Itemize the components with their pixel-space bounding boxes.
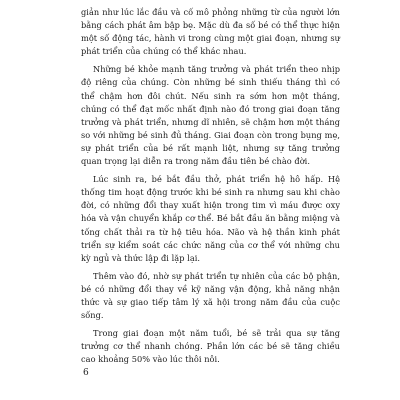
paragraph-1: giản như lúc lắc đầu và cố mô phỏng những từ của người lớn bằng cách phát âm bập bẹ. Mặc dù đa số bé có thể thực hiện một số động tác, hành vi trong cùng một giai đoạn, nhưng sự phát triển của chúng có thể khác nhau.	[81, 7, 340, 57]
paragraph-3: Lúc sinh ra, bé bắt đầu thở, phát triển hệ hô hấp. Hệ thống tim hoạt động trước khi bé sinh ra nhưng sau khi chào đời, có những đổi thay xuất hiện trong tim vì máu được oxy hóa và vận chuyển khắp cơ thể. Bé bắt đầu ăn bằng miệng và tống chất thải ra từ hệ tiêu hóa. Não và hệ thần kinh phát triển sự kiểm soát các chức năng của cơ thể với những chu kỳ ngủ và thức lập đi lặp lại.	[81, 174, 340, 263]
paragraph-4: Thêm vào đó, nhờ sự phát triển tự nhiên của các bộ phận, bé có những đổi thay về kỹ năng vận động, khả năng nhận thức và sự giao tiếp tâm lý xã hội trong năm đầu của cuộc sống.	[81, 270, 340, 321]
paragraph-5: Trong giai đoạn một năm tuổi, bé sẽ trải qua sự tăng trưởng cơ thể nhanh chóng. Phần lớn các bé sẽ tăng chiều cao khoảng 50% vào lúc thôi nôi.	[81, 328, 340, 365]
paragraph-2: Những bé khỏe mạnh tăng trưởng và phát triển theo nhịp độ riêng của chúng. Còn những bé sinh thiếu tháng thì có thể chậm hơn đôi chút. Nếu sinh ra sớm hơn một tháng, chúng có thể đạt mốc nhất định nào đó trong giai đoạn tăng trưởng và phát triển, nhưng dĩ nhiên, sẽ chậm hơn một tháng so với những bé sinh đủ tháng. Giai đoạn còn trong bụng mẹ, sự phát triển của bé rất mạnh liệt, nhưng sự tăng trưởng quan trọng lại diễn ra trong năm đầu tiên bé chào đời.	[81, 64, 340, 167]
page-number: 6	[83, 368, 89, 378]
